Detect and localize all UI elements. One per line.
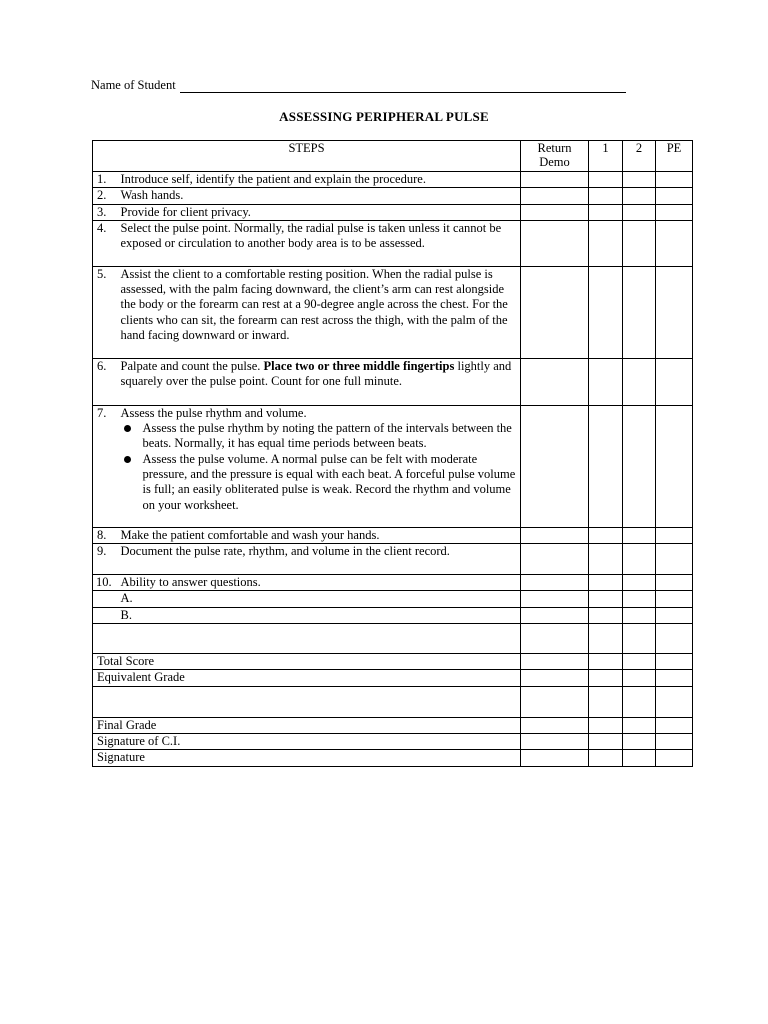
final-grade-label: Final Grade: [93, 717, 521, 733]
score-cell[interactable]: [656, 172, 693, 188]
score-cell[interactable]: [623, 670, 656, 686]
table-row: [93, 188, 693, 204]
score-cell[interactable]: [656, 654, 693, 670]
score-cell[interactable]: [521, 591, 589, 607]
table-row: [93, 750, 693, 766]
score-cell[interactable]: [521, 204, 589, 220]
bullet-icon: [124, 425, 131, 432]
table-row: [93, 733, 693, 749]
score-cell[interactable]: [623, 527, 656, 543]
score-cell[interactable]: [623, 220, 656, 266]
score-cell[interactable]: [521, 188, 589, 204]
table-row: [93, 575, 693, 591]
bullet-text: Assess the pulse rhythm by noting the pattern of the intervals between the beats. Normally, it has equal time periods between beats.: [142, 421, 512, 451]
step-number: [93, 591, 117, 607]
score-cell[interactable]: [656, 405, 693, 527]
signature-ci-label: Signature of C.I.: [93, 733, 521, 749]
score-cell[interactable]: [521, 405, 589, 527]
score-cell[interactable]: [623, 188, 656, 204]
blank-cell[interactable]: [93, 686, 521, 717]
score-cell[interactable]: [521, 717, 589, 733]
score-cell[interactable]: [589, 607, 623, 623]
score-cell[interactable]: [623, 204, 656, 220]
score-cell[interactable]: [589, 544, 623, 575]
score-cell[interactable]: [589, 405, 623, 527]
score-cell[interactable]: [656, 670, 693, 686]
score-cell[interactable]: [656, 607, 693, 623]
table-row: [93, 527, 693, 543]
step-number: 6.: [93, 358, 117, 405]
score-cell[interactable]: [656, 717, 693, 733]
step-text: Provide for client privacy.: [117, 204, 521, 220]
table-row: [93, 204, 693, 220]
score-cell[interactable]: [623, 686, 656, 717]
table-row: [93, 172, 693, 188]
table-row: [93, 544, 693, 575]
score-cell[interactable]: [656, 750, 693, 766]
score-cell[interactable]: [589, 717, 623, 733]
step-number: 5.: [93, 266, 117, 358]
score-cell[interactable]: [521, 686, 589, 717]
score-cell[interactable]: [589, 266, 623, 358]
step-text: Make the patient comfortable and wash your hands.: [117, 527, 521, 543]
score-cell[interactable]: [589, 750, 623, 766]
step-text: Document the pulse rate, rhythm, and volume in the client record.: [117, 544, 521, 575]
score-cell[interactable]: [521, 654, 589, 670]
score-cell[interactable]: [623, 733, 656, 749]
step-text: Wash hands.: [117, 188, 521, 204]
list-item: [121, 452, 517, 513]
score-cell[interactable]: [589, 686, 623, 717]
score-cell[interactable]: [521, 624, 589, 654]
step-text: A.: [117, 591, 521, 607]
step-text: Introduce self, identify the patient and explain the procedure.: [117, 172, 521, 188]
table-row: [93, 670, 693, 686]
score-cell[interactable]: [589, 358, 623, 405]
table-row: [93, 220, 693, 266]
student-name-field[interactable]: [180, 80, 626, 93]
col-header-return-demo: Return Demo: [521, 141, 589, 172]
table-row-blank: [93, 624, 693, 654]
step-number: 1.: [93, 172, 117, 188]
table-row: [93, 405, 693, 527]
step-text-block: [117, 405, 521, 527]
score-cell[interactable]: [656, 733, 693, 749]
score-cell[interactable]: [656, 624, 693, 654]
step-number: 10.: [93, 575, 117, 591]
score-cell[interactable]: [589, 575, 623, 591]
score-cell[interactable]: [521, 172, 589, 188]
score-cell[interactable]: [589, 527, 623, 543]
score-cell[interactable]: [623, 607, 656, 623]
table-row: [93, 358, 693, 405]
score-cell[interactable]: [656, 358, 693, 405]
document-title: ASSESSING PERIPHERAL PULSE: [279, 109, 489, 124]
score-cell[interactable]: [521, 670, 589, 686]
score-cell[interactable]: [521, 544, 589, 575]
score-cell[interactable]: [589, 654, 623, 670]
score-cell[interactable]: [521, 607, 589, 623]
checklist-table: [92, 140, 693, 767]
step-number: 7.: [93, 405, 117, 527]
col-header-pe: PE: [656, 141, 693, 172]
step-text-part: lightly and squarely over the pulse point. Count for one full minute.: [120, 358, 512, 389]
step-number: 9.: [93, 544, 117, 575]
score-cell[interactable]: [623, 624, 656, 654]
score-cell[interactable]: [623, 750, 656, 766]
student-name-line: [91, 78, 626, 93]
score-cell[interactable]: [521, 750, 589, 766]
score-cell[interactable]: [521, 733, 589, 749]
score-cell[interactable]: [656, 527, 693, 543]
score-cell[interactable]: [521, 358, 589, 405]
score-cell[interactable]: [656, 575, 693, 591]
score-cell[interactable]: [623, 405, 656, 527]
step-text: Ability to answer questions.: [117, 575, 521, 591]
score-cell[interactable]: [623, 266, 656, 358]
bullet-icon: [124, 456, 131, 463]
score-cell[interactable]: [589, 188, 623, 204]
step-number: [93, 607, 117, 623]
col-header-2: 2: [623, 141, 656, 172]
score-cell[interactable]: [656, 686, 693, 717]
step-text: Assist the client to a comfortable resting position. When the radial pulse is assessed, with the palm facing downward, the client’s arm can rest alongside the body or the forearm can rest at a 90-degree angle across the chest. For the clients who can sit, the forearm can rest across the thigh, with the palm of the hand facing downward or inward.: [117, 266, 521, 358]
table-row: [93, 717, 693, 733]
table-row: [93, 266, 693, 358]
score-cell[interactable]: [656, 266, 693, 358]
score-cell[interactable]: [623, 172, 656, 188]
score-cell[interactable]: [589, 670, 623, 686]
score-cell[interactable]: [589, 220, 623, 266]
score-cell[interactable]: [521, 266, 589, 358]
score-cell[interactable]: [589, 204, 623, 220]
student-name-label: Name of Student: [91, 78, 176, 92]
score-cell[interactable]: [656, 544, 693, 575]
score-cell[interactable]: [623, 575, 656, 591]
table-row-blank: [93, 686, 693, 717]
col-header-1: 1: [589, 141, 623, 172]
score-cell[interactable]: [656, 188, 693, 204]
score-cell[interactable]: [623, 717, 656, 733]
table-row: [93, 654, 693, 670]
score-cell[interactable]: [521, 575, 589, 591]
score-cell[interactable]: [656, 204, 693, 220]
step-text-part: Palpate and count the pulse.: [120, 358, 264, 373]
step-text-emphasis: Place two or three middle fingertips: [263, 358, 455, 373]
step-number: 8.: [93, 527, 117, 543]
score-cell[interactable]: [589, 172, 623, 188]
score-cell[interactable]: [623, 358, 656, 405]
step-text: Select the pulse point. Normally, the radial pulse is taken unless it cannot be exposed or circulation to another body area is to be assessed.: [117, 220, 521, 266]
score-cell[interactable]: [521, 220, 589, 266]
score-cell[interactable]: [656, 220, 693, 266]
step-number: 2.: [93, 188, 117, 204]
col-header-steps: STEPS: [93, 141, 521, 172]
step-number: 4.: [93, 220, 117, 266]
score-cell[interactable]: [623, 544, 656, 575]
step-text: Assess the pulse rhythm and volume.: [120, 405, 307, 420]
list-item: [121, 421, 517, 452]
bullet-list: [121, 421, 517, 513]
blank-cell[interactable]: [93, 624, 521, 654]
total-score-label: Total Score: [93, 654, 521, 670]
table-row: [93, 607, 693, 623]
table-row: [93, 591, 693, 607]
equivalent-grade-label: Equivalent Grade: [93, 670, 521, 686]
step-number: 3.: [93, 204, 117, 220]
score-cell[interactable]: [521, 527, 589, 543]
score-cell[interactable]: [623, 654, 656, 670]
score-cell[interactable]: [589, 624, 623, 654]
step-text: B.: [117, 607, 521, 623]
score-cell[interactable]: [589, 591, 623, 607]
score-cell[interactable]: [623, 591, 656, 607]
table-header-row: [93, 141, 693, 172]
signature-label: Signature: [93, 750, 521, 766]
step-text: [117, 358, 521, 405]
bullet-text: Assess the pulse volume. A normal pulse can be felt with moderate pressure, and the pressure is equal with each beat. A forceful pulse volume is full; an easily obliterated pulse is weak. Record the rhythm and volume on your worksheet.: [142, 451, 516, 512]
score-cell[interactable]: [589, 733, 623, 749]
score-cell[interactable]: [656, 591, 693, 607]
